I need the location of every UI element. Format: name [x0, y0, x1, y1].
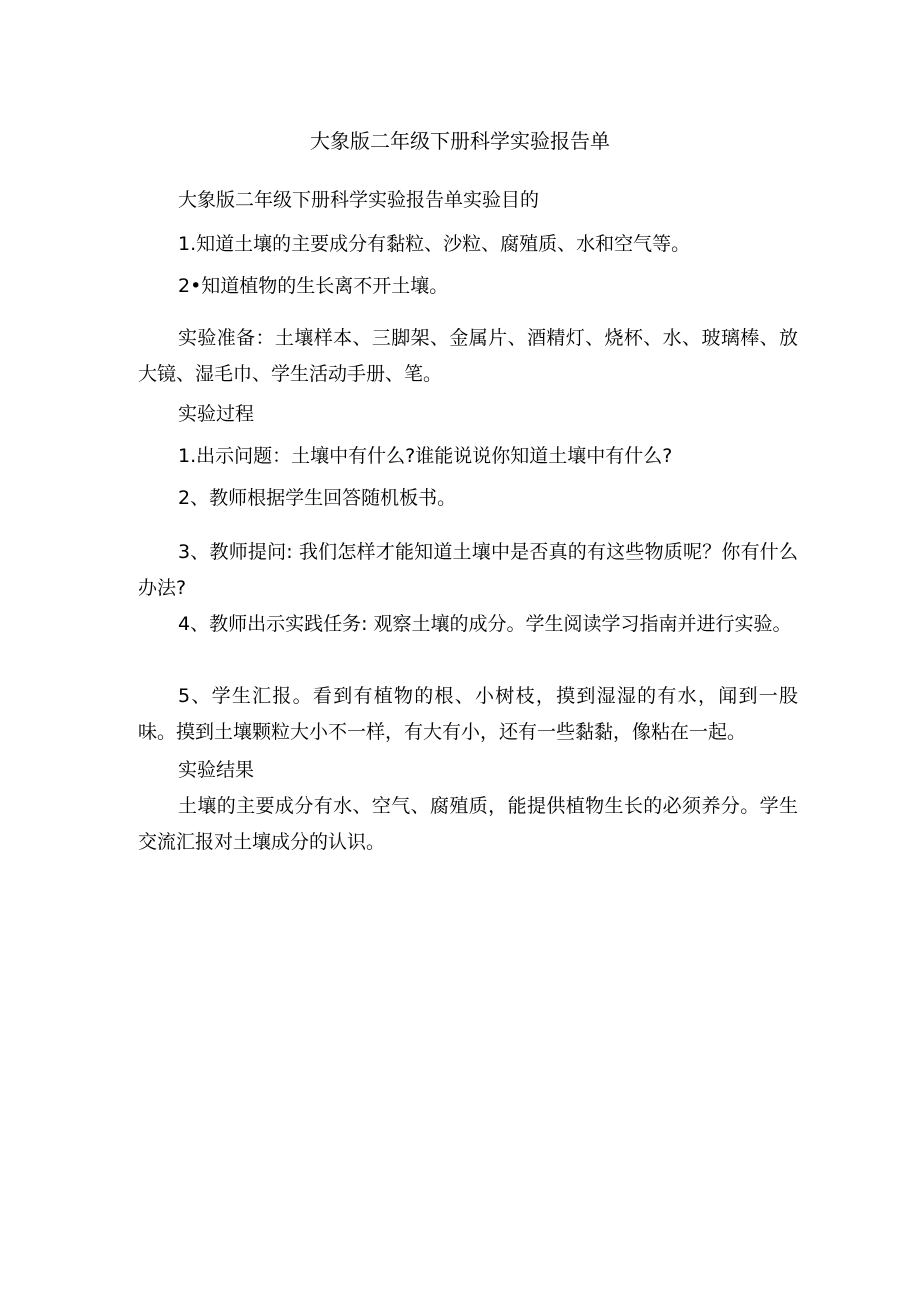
paragraph-objective-2: 2•知道植物的生长离不开土壤。 [178, 275, 449, 297]
paragraph-process-heading: 实验过程 [178, 403, 255, 425]
paragraph-materials: 实验准备：土壤样本、三脚架、金属片、酒精灯、烧杯、水、玻璃棒、放大镜、湿毛巾、学生活动手册、笔。 [138, 327, 798, 385]
paragraph-step-3: 3、教师提问: 我们怎样才能知道土壤中是否真的有这些物质呢？你有什么办法? [138, 541, 798, 599]
paragraph-step-5: 5、学生汇报。看到有植物的根、小树枝，摸到湿湿的有水，闻到一股味。摸到土壤颗粒大小不一样，有大有小，还有一些黏黏，像粘在一起。 [138, 685, 798, 743]
paragraph-result-heading: 实验结果 [178, 759, 255, 781]
document-title: 大象版二年级下册科学实验报告单 [310, 129, 610, 153]
paragraph-step-2: 2、教师根据学生回答随机板书。 [178, 487, 457, 509]
paragraph-step-1: 1.出示问题：土壤中有什么?谁能说说你知道土壤中有什么? [178, 445, 673, 467]
paragraph-result: 土壤的主要成分有水、空气、腐殖质，能提供植物生长的必须养分。学生交流汇报对土壤成分的认识。 [138, 795, 798, 853]
paragraph-objective-1: 1.知道土壤的主要成分有黏粒、沙粒、腐殖质、水和空气等。 [178, 233, 691, 255]
paragraph-objective-heading: 大象版二年级下册科学实验报告单实验目的 [178, 189, 540, 211]
paragraph-step-4: 4、教师出示实践任务: 观察土壤的成分。学生阅读学习指南并进行实验。 [178, 613, 792, 635]
